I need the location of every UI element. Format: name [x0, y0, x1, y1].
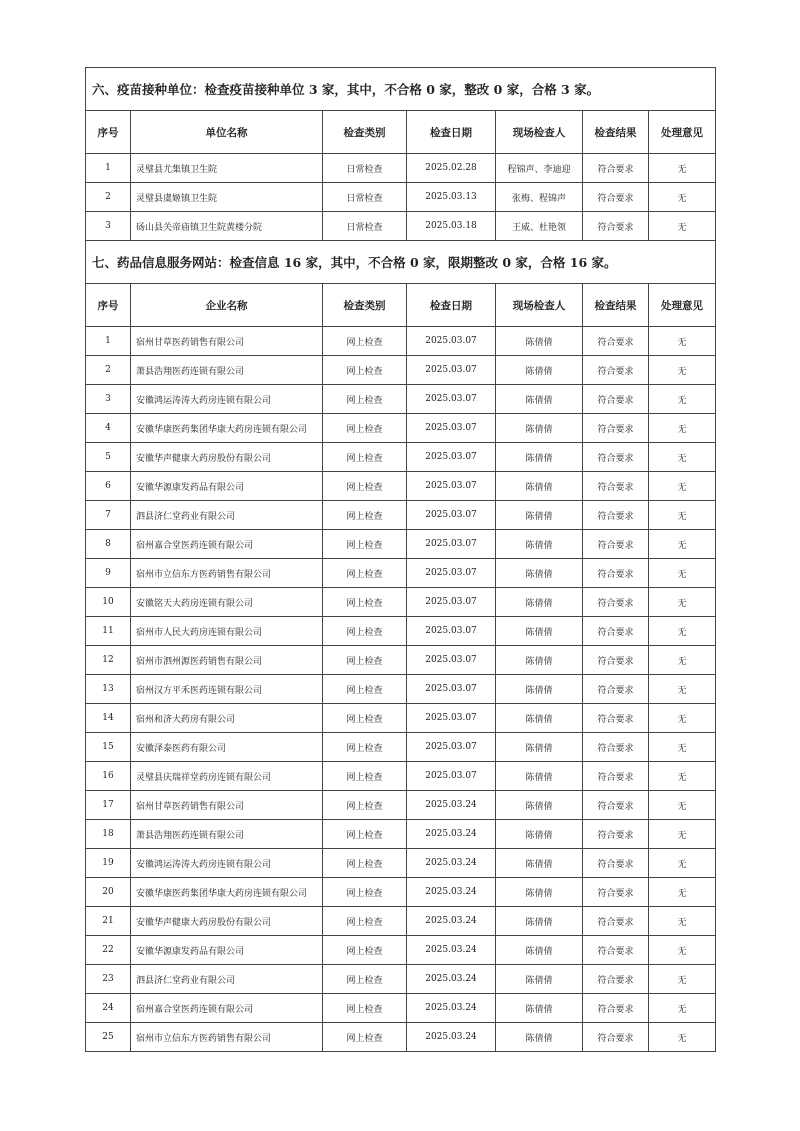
cell-handling-opinion: 无: [649, 936, 716, 965]
cell-unit-name: 宿州市泗州源医药销售有限公司: [131, 646, 323, 675]
cell-inspection-result: 符合要求: [583, 878, 649, 907]
cell-inspection-type: 网上检查: [323, 501, 407, 530]
cell-unit-name: 安徽鸿运涛涛大药房连锁有限公司: [131, 849, 323, 878]
cell-handling-opinion: 无: [649, 530, 716, 559]
cell-unit-name: 安徽华康医药集团华康大药房连锁有限公司: [131, 878, 323, 907]
cell-inspection-date: 2025.03.18: [407, 212, 496, 241]
cell-inspection-result: 符合要求: [583, 994, 649, 1023]
cell-serial-no: 2: [86, 183, 131, 212]
cell-inspection-result: 符合要求: [583, 733, 649, 762]
cell-inspector: 陈倩倩: [496, 762, 583, 791]
cell-inspection-type: 网上检查: [323, 646, 407, 675]
cell-inspection-type: 网上检查: [323, 762, 407, 791]
cell-unit-name: 泗县济仁堂药业有限公司: [131, 965, 323, 994]
column-header-handling-opinion: 处理意见: [649, 284, 716, 327]
column-header-unit-name: 单位名称: [131, 111, 323, 154]
cell-serial-no: 24: [86, 994, 131, 1023]
cell-handling-opinion: 无: [649, 965, 716, 994]
table-row: [86, 472, 716, 501]
section-title: 七、药品信息服务网站：检查信息 16 家，其中，不合格 0 家，限期整改 0 家，合格 16 家。: [86, 241, 716, 284]
cell-inspector: 陈倩倩: [496, 646, 583, 675]
cell-unit-name: 灵璧县虞姬镇卫生院: [131, 183, 323, 212]
cell-inspection-result: 符合要求: [583, 936, 649, 965]
cell-inspection-result: 符合要求: [583, 385, 649, 414]
cell-serial-no: 3: [86, 385, 131, 414]
cell-inspector: 陈倩倩: [496, 733, 583, 762]
cell-inspection-date: 2025.03.07: [407, 414, 496, 443]
table-row: [86, 212, 716, 241]
cell-unit-name: 宿州市立信东方医药销售有限公司: [131, 559, 323, 588]
cell-unit-name: 安徽华源康发药品有限公司: [131, 936, 323, 965]
table-row: [86, 762, 716, 791]
cell-unit-name: 泗县济仁堂药业有限公司: [131, 501, 323, 530]
table-header-row: [86, 111, 716, 154]
cell-unit-name: 宿州嘉合堂医药连锁有限公司: [131, 994, 323, 1023]
cell-inspection-type: 网上检查: [323, 791, 407, 820]
cell-unit-name: 灵璧县尤集镇卫生院: [131, 154, 323, 183]
cell-serial-no: 16: [86, 762, 131, 791]
cell-inspection-result: 符合要求: [583, 704, 649, 733]
cell-inspector: 程锦声、李迪迎: [496, 154, 583, 183]
cell-inspection-date: 2025.03.07: [407, 530, 496, 559]
cell-handling-opinion: 无: [649, 878, 716, 907]
cell-unit-name: 砀山县关帝庙镇卫生院黄楼分院: [131, 212, 323, 241]
cell-inspection-result: 符合要求: [583, 849, 649, 878]
cell-inspection-result: 符合要求: [583, 327, 649, 356]
cell-inspection-type: 网上检查: [323, 965, 407, 994]
cell-handling-opinion: 无: [649, 385, 716, 414]
table-row: [86, 820, 716, 849]
cell-serial-no: 25: [86, 1023, 131, 1052]
table-row: [86, 936, 716, 965]
cell-inspection-result: 符合要求: [583, 1023, 649, 1052]
cell-unit-name: 宿州甘草医药销售有限公司: [131, 791, 323, 820]
cell-inspection-type: 网上检查: [323, 385, 407, 414]
table-row: [86, 327, 716, 356]
cell-serial-no: 7: [86, 501, 131, 530]
cell-inspection-type: 网上检查: [323, 820, 407, 849]
table-row: [86, 501, 716, 530]
cell-serial-no: 17: [86, 791, 131, 820]
cell-unit-name: 宿州市立信东方医药销售有限公司: [131, 1023, 323, 1052]
cell-inspection-date: 2025.03.24: [407, 1023, 496, 1052]
cell-unit-name: 安徽华声健康大药房股份有限公司: [131, 907, 323, 936]
cell-inspection-type: 网上检查: [323, 994, 407, 1023]
cell-unit-name: 安徽华源康发药品有限公司: [131, 472, 323, 501]
table-body: [86, 68, 716, 1052]
table-row: [86, 530, 716, 559]
section-title: 六、疫苗接种单位：检查疫苗接种单位 3 家，其中，不合格 0 家，整改 0 家，合格 3 家。: [86, 68, 716, 111]
cell-inspection-date: 2025.03.07: [407, 356, 496, 385]
column-header-inspector: 现场检查人: [496, 111, 583, 154]
table-row: [86, 704, 716, 733]
cell-inspector: 陈倩倩: [496, 675, 583, 704]
cell-handling-opinion: 无: [649, 791, 716, 820]
cell-inspection-result: 符合要求: [583, 472, 649, 501]
table-row: [86, 878, 716, 907]
cell-handling-opinion: 无: [649, 501, 716, 530]
cell-serial-no: 6: [86, 472, 131, 501]
cell-unit-name: 安徽华声健康大药房股份有限公司: [131, 443, 323, 472]
cell-inspection-result: 符合要求: [583, 965, 649, 994]
cell-serial-no: 4: [86, 414, 131, 443]
cell-unit-name: 宿州嘉合堂医药连锁有限公司: [131, 530, 323, 559]
cell-inspection-date: 2025.03.07: [407, 617, 496, 646]
cell-inspector: 陈倩倩: [496, 588, 583, 617]
cell-serial-no: 9: [86, 559, 131, 588]
cell-inspection-type: 日常检查: [323, 183, 407, 212]
cell-handling-opinion: 无: [649, 414, 716, 443]
cell-inspection-date: 2025.03.07: [407, 675, 496, 704]
cell-handling-opinion: 无: [649, 762, 716, 791]
cell-inspector: 陈倩倩: [496, 791, 583, 820]
cell-handling-opinion: 无: [649, 443, 716, 472]
cell-unit-name: 宿州汉方平禾医药连锁有限公司: [131, 675, 323, 704]
cell-inspection-result: 符合要求: [583, 907, 649, 936]
cell-inspection-type: 网上检查: [323, 588, 407, 617]
cell-inspector: 陈倩倩: [496, 849, 583, 878]
cell-inspection-result: 符合要求: [583, 820, 649, 849]
column-header-serial-no: 序号: [86, 284, 131, 327]
cell-inspector: 陈倩倩: [496, 530, 583, 559]
cell-serial-no: 20: [86, 878, 131, 907]
cell-inspection-type: 网上检查: [323, 704, 407, 733]
cell-inspection-type: 网上检查: [323, 559, 407, 588]
cell-inspection-type: 网上检查: [323, 530, 407, 559]
cell-inspection-date: 2025.03.24: [407, 907, 496, 936]
column-header-inspection-result: 检查结果: [583, 284, 649, 327]
cell-handling-opinion: 无: [649, 733, 716, 762]
cell-serial-no: 8: [86, 530, 131, 559]
cell-inspection-date: 2025.03.07: [407, 733, 496, 762]
cell-inspector: 陈倩倩: [496, 472, 583, 501]
table-row: [86, 443, 716, 472]
cell-inspector: 陈倩倩: [496, 704, 583, 733]
cell-inspection-result: 符合要求: [583, 617, 649, 646]
table-row: [86, 414, 716, 443]
cell-inspection-type: 网上检查: [323, 733, 407, 762]
cell-inspection-date: 2025.03.24: [407, 936, 496, 965]
cell-unit-name: 宿州和济大药房有限公司: [131, 704, 323, 733]
cell-handling-opinion: 无: [649, 472, 716, 501]
cell-inspector: 陈倩倩: [496, 501, 583, 530]
cell-inspector: 陈倩倩: [496, 559, 583, 588]
cell-inspection-type: 日常检查: [323, 154, 407, 183]
cell-serial-no: 3: [86, 212, 131, 241]
cell-inspector: 陈倩倩: [496, 443, 583, 472]
table-row: [86, 1023, 716, 1052]
table-row: [86, 617, 716, 646]
cell-inspection-type: 网上检查: [323, 849, 407, 878]
cell-inspection-type: 网上检查: [323, 327, 407, 356]
cell-inspection-type: 网上检查: [323, 617, 407, 646]
section-title-row: [86, 241, 716, 284]
table-row: [86, 733, 716, 762]
cell-serial-no: 21: [86, 907, 131, 936]
cell-inspector: 陈倩倩: [496, 994, 583, 1023]
inspection-table: [85, 67, 716, 1052]
table-row: [86, 994, 716, 1023]
table-row: [86, 356, 716, 385]
cell-inspection-date: 2025.03.07: [407, 327, 496, 356]
cell-inspection-result: 符合要求: [583, 154, 649, 183]
cell-inspector: 陈倩倩: [496, 878, 583, 907]
cell-handling-opinion: 无: [649, 559, 716, 588]
cell-inspection-date: 2025.03.07: [407, 646, 496, 675]
cell-handling-opinion: 无: [649, 907, 716, 936]
cell-unit-name: 安徽鸿运涛涛大药房连锁有限公司: [131, 385, 323, 414]
column-header-inspection-type: 检查类别: [323, 284, 407, 327]
table-row: [86, 965, 716, 994]
column-header-serial-no: 序号: [86, 111, 131, 154]
cell-inspection-type: 网上检查: [323, 907, 407, 936]
cell-inspection-date: 2025.03.24: [407, 791, 496, 820]
table-row: [86, 588, 716, 617]
cell-serial-no: 13: [86, 675, 131, 704]
cell-unit-name: 宿州市人民大药房连锁有限公司: [131, 617, 323, 646]
cell-handling-opinion: 无: [649, 994, 716, 1023]
cell-serial-no: 5: [86, 443, 131, 472]
cell-inspection-result: 符合要求: [583, 588, 649, 617]
column-header-inspection-date: 检查日期: [407, 284, 496, 327]
cell-inspector: 陈倩倩: [496, 414, 583, 443]
cell-inspection-result: 符合要求: [583, 762, 649, 791]
cell-handling-opinion: 无: [649, 675, 716, 704]
column-header-inspector: 现场检查人: [496, 284, 583, 327]
document-page: [85, 67, 715, 1052]
cell-inspection-type: 网上检查: [323, 936, 407, 965]
cell-serial-no: 1: [86, 154, 131, 183]
cell-inspector: 陈倩倩: [496, 356, 583, 385]
cell-inspector: 张梅、程锦声: [496, 183, 583, 212]
cell-inspection-date: 2025.03.24: [407, 878, 496, 907]
cell-inspection-result: 符合要求: [583, 530, 649, 559]
cell-inspection-date: 2025.03.24: [407, 849, 496, 878]
cell-serial-no: 18: [86, 820, 131, 849]
table-row: [86, 646, 716, 675]
cell-inspection-date: 2025.03.07: [407, 704, 496, 733]
table-row: [86, 907, 716, 936]
cell-inspector: 陈倩倩: [496, 617, 583, 646]
table-row: [86, 183, 716, 212]
cell-handling-opinion: 无: [649, 646, 716, 675]
cell-handling-opinion: 无: [649, 154, 716, 183]
cell-inspection-date: 2025.03.07: [407, 762, 496, 791]
cell-inspector: 王威、杜艳领: [496, 212, 583, 241]
column-header-inspection-type: 检查类别: [323, 111, 407, 154]
cell-inspection-type: 网上检查: [323, 878, 407, 907]
cell-handling-opinion: 无: [649, 588, 716, 617]
cell-inspection-result: 符合要求: [583, 356, 649, 385]
cell-serial-no: 19: [86, 849, 131, 878]
cell-inspection-type: 网上检查: [323, 675, 407, 704]
cell-inspector: 陈倩倩: [496, 820, 583, 849]
cell-handling-opinion: 无: [649, 704, 716, 733]
cell-inspection-date: 2025.03.13: [407, 183, 496, 212]
cell-inspection-result: 符合要求: [583, 183, 649, 212]
cell-unit-name: 安徽泽泰医药有限公司: [131, 733, 323, 762]
column-header-inspection-date: 检查日期: [407, 111, 496, 154]
cell-unit-name: 萧县浩翔医药连锁有限公司: [131, 356, 323, 385]
cell-handling-opinion: 无: [649, 617, 716, 646]
cell-inspector: 陈倩倩: [496, 385, 583, 414]
cell-inspection-date: 2025.03.07: [407, 385, 496, 414]
column-header-inspection-result: 检查结果: [583, 111, 649, 154]
cell-unit-name: 安徽铭天大药房连锁有限公司: [131, 588, 323, 617]
cell-handling-opinion: 无: [649, 820, 716, 849]
cell-handling-opinion: 无: [649, 327, 716, 356]
cell-inspection-type: 网上检查: [323, 356, 407, 385]
cell-inspection-type: 网上检查: [323, 443, 407, 472]
table-row: [86, 559, 716, 588]
cell-inspector: 陈倩倩: [496, 1023, 583, 1052]
cell-serial-no: 2: [86, 356, 131, 385]
cell-handling-opinion: 无: [649, 183, 716, 212]
cell-inspector: 陈倩倩: [496, 936, 583, 965]
cell-inspection-date: 2025.03.07: [407, 559, 496, 588]
cell-serial-no: 1: [86, 327, 131, 356]
cell-inspector: 陈倩倩: [496, 907, 583, 936]
table-row: [86, 791, 716, 820]
cell-inspection-date: 2025.03.07: [407, 501, 496, 530]
column-header-unit-name: 企业名称: [131, 284, 323, 327]
cell-handling-opinion: 无: [649, 212, 716, 241]
cell-serial-no: 23: [86, 965, 131, 994]
table-header-row: [86, 284, 716, 327]
cell-inspection-date: 2025.03.24: [407, 820, 496, 849]
cell-serial-no: 10: [86, 588, 131, 617]
cell-inspection-date: 2025.03.07: [407, 443, 496, 472]
section-title-row: [86, 68, 716, 111]
cell-inspector: 陈倩倩: [496, 965, 583, 994]
cell-inspection-result: 符合要求: [583, 559, 649, 588]
cell-inspection-result: 符合要求: [583, 646, 649, 675]
table-row: [86, 385, 716, 414]
cell-inspection-result: 符合要求: [583, 791, 649, 820]
cell-unit-name: 安徽华康医药集团华康大药房连锁有限公司: [131, 414, 323, 443]
cell-serial-no: 22: [86, 936, 131, 965]
cell-handling-opinion: 无: [649, 849, 716, 878]
cell-unit-name: 灵璧县庆瑞祥堂药房连锁有限公司: [131, 762, 323, 791]
table-row: [86, 849, 716, 878]
cell-inspection-date: 2025.02.28: [407, 154, 496, 183]
cell-serial-no: 14: [86, 704, 131, 733]
table-row: [86, 154, 716, 183]
cell-inspection-result: 符合要求: [583, 443, 649, 472]
cell-handling-opinion: 无: [649, 356, 716, 385]
cell-inspection-result: 符合要求: [583, 501, 649, 530]
cell-inspection-result: 符合要求: [583, 414, 649, 443]
cell-serial-no: 11: [86, 617, 131, 646]
cell-inspection-type: 网上检查: [323, 472, 407, 501]
cell-serial-no: 12: [86, 646, 131, 675]
cell-inspection-type: 日常检查: [323, 212, 407, 241]
table-row: [86, 675, 716, 704]
cell-inspection-result: 符合要求: [583, 212, 649, 241]
cell-inspection-type: 网上检查: [323, 1023, 407, 1052]
cell-handling-opinion: 无: [649, 1023, 716, 1052]
cell-unit-name: 萧县浩翔医药连锁有限公司: [131, 820, 323, 849]
cell-inspection-type: 网上检查: [323, 414, 407, 443]
cell-inspection-date: 2025.03.24: [407, 965, 496, 994]
column-header-handling-opinion: 处理意见: [649, 111, 716, 154]
cell-unit-name: 宿州甘草医药销售有限公司: [131, 327, 323, 356]
cell-inspection-date: 2025.03.24: [407, 994, 496, 1023]
cell-inspection-result: 符合要求: [583, 675, 649, 704]
cell-inspector: 陈倩倩: [496, 327, 583, 356]
cell-inspection-date: 2025.03.07: [407, 472, 496, 501]
cell-serial-no: 15: [86, 733, 131, 762]
cell-inspection-date: 2025.03.07: [407, 588, 496, 617]
